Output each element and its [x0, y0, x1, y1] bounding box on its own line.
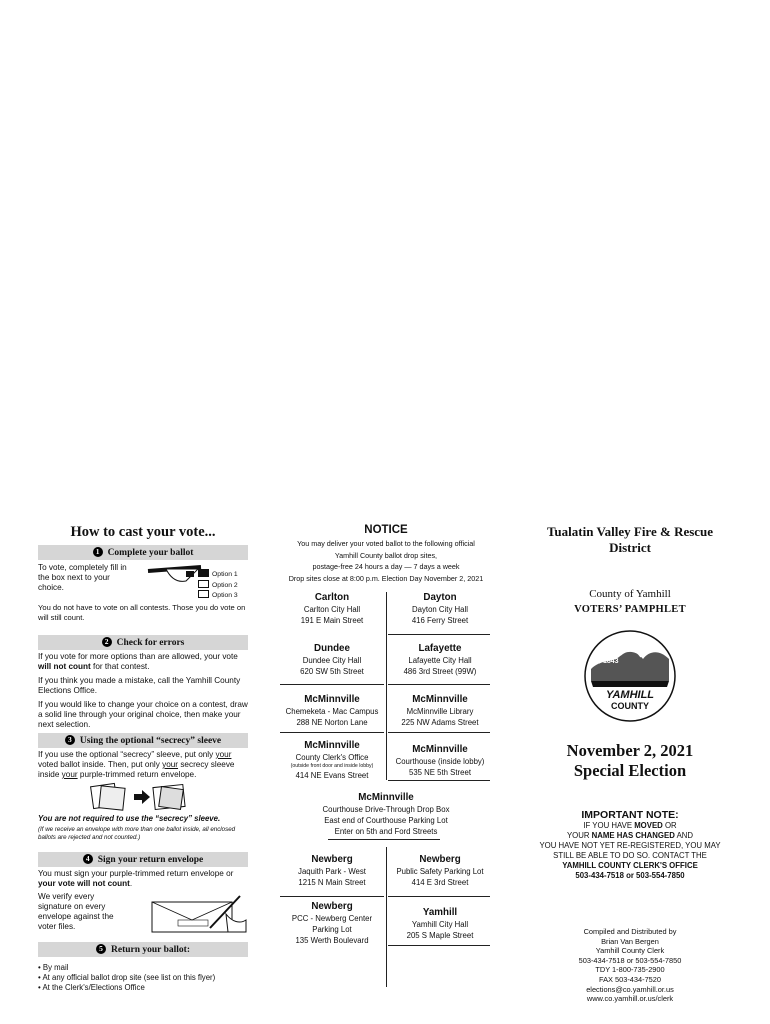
important-note-line: STILL BE ABLE TO DO SO. CONTACT THE: [553, 851, 707, 860]
clerk-office-phone: 503-434-7518 or 503-554-7850: [575, 871, 685, 880]
election-date: November 2, 2021: [566, 741, 694, 760]
step2-p3: If you would like to change your choice on a contest, draw a solid line through your original choice, then make your next selection.: [38, 700, 248, 729]
step1-text: To vote, completely fill in the box next to your choice.: [38, 563, 127, 592]
step4-p2: We verify every signature on every envelope against the voter files.: [38, 892, 114, 931]
step3-header: [38, 733, 248, 748]
step4-body: [38, 892, 248, 942]
step3-title: Using the optional “secrecy” sleeve: [79, 736, 222, 746]
step4-header: [38, 852, 248, 867]
grid-divider: [388, 732, 490, 733]
drop-site-courthouse-lobby: McMinnville Courthouse (inside lobby) 535 NE 5th Street: [395, 744, 485, 777]
district-title: Tualatin Valley Fire & Rescue: [546, 524, 714, 539]
step1-number: 1: [93, 547, 103, 557]
grid-divider: [388, 684, 490, 685]
grid-divider: [386, 847, 387, 987]
clerk-website-link[interactable]: www.co.yamhill.or.us/clerk: [586, 994, 674, 1004]
compiled-by-block: [525, 927, 735, 1004]
drop-site-public-safety: Newberg Public Safety Parking Lot 414 E 3rd Street: [396, 854, 484, 887]
compiled-line: Brian Van Bergen: [601, 936, 659, 946]
grid-divider: [388, 634, 490, 635]
drop-site-chemeketa: McMinnville Chemeketa - Mac Campus 288 NE Norton Lane: [285, 694, 379, 727]
secrecy-sleeve-illustration: [90, 782, 190, 812]
how-to-vote-title: How to cast your vote...: [70, 524, 216, 540]
step1-title: Complete your ballot: [107, 548, 194, 558]
grid-divider: [280, 684, 384, 685]
drop-site-yamhill: Yamhill Yamhill City Hall 205 S Maple Street: [406, 907, 474, 940]
election-type: Special Election: [573, 761, 687, 780]
step4-number: 4: [83, 854, 93, 864]
grid-divider: [280, 732, 384, 733]
drop-site-jaquith-park: Newberg Jaquith Park - West 1215 N Main Street: [298, 854, 366, 887]
empty-checkbox: [198, 590, 209, 598]
drop-sites-panel: [280, 524, 492, 992]
notice-line: Drop sites close at 8:00 p.m. Election Day November 2, 2021: [288, 573, 484, 583]
step1-header: [38, 545, 248, 560]
step2-title: Check for errors: [116, 638, 185, 648]
grid-divider: [280, 896, 384, 897]
step4-p1: You must sign your purple-trimmed return envelope or your vote will not count.: [38, 869, 234, 888]
seal-year: 1843: [603, 658, 619, 665]
option-list: [198, 569, 238, 601]
grid-divider: [388, 945, 490, 946]
seal-word-yamhill: YAMHILL: [605, 689, 655, 701]
compiled-line: 503-434-7518 or 503-554-7850: [578, 955, 682, 965]
district-title-line2: District: [609, 540, 651, 555]
important-note-line: IF YOU HAVE MOVED OR: [583, 821, 677, 830]
step5-header: [38, 942, 248, 957]
sleeve-not-required: You are not required to use the “secrecy” sleeve.: [38, 814, 221, 823]
grid-divider: [388, 780, 490, 781]
notice-line: You may deliver your voted ballot to the following official: [297, 539, 475, 548]
compiled-line: Compiled and Distributed by: [583, 927, 677, 936]
step1-body: [38, 563, 248, 603]
drop-site-pcc-newberg: Newberg PCC - Newberg Center Parking Lot 135 Werth Boulevard: [291, 901, 373, 945]
signing-envelope-illustration: [148, 892, 248, 938]
yamhill-county-seal-logo: [583, 629, 677, 723]
grid-divider: [386, 592, 387, 780]
empty-checkbox: [198, 580, 209, 588]
how-to-vote-panel: [38, 524, 248, 993]
drop-site-clerks-office: McMinnville County Clerk's Office (outside front door and inside lobby) 414 NE Evans Street: [290, 740, 374, 780]
step2-p1: If you vote for more options than are allowed, your vote will not count for that contest.: [38, 652, 238, 671]
step4-title: Sign your return envelope: [97, 855, 204, 865]
notice-title: NOTICE: [364, 524, 408, 536]
drop-site-dayton: Dayton Dayton City Hall 416 Ferry Street: [411, 592, 469, 625]
return-method-item: • By mail: [38, 963, 69, 972]
drop-site-grid: [280, 592, 492, 992]
grid-divider: [328, 839, 440, 840]
elections-email-link[interactable]: elections@co.yamhill.or.us: [586, 984, 674, 994]
step5-title: Return your ballot:: [111, 945, 190, 955]
seal-word-county: COUNTY: [611, 701, 649, 711]
return-methods-list: [38, 963, 248, 993]
return-method-item: • At the Clerk's/Elections Office: [38, 983, 145, 992]
step3-number: 3: [65, 735, 75, 745]
grid-divider: [388, 896, 490, 897]
step2-p2: If you think you made a mistake, call the Yamhill County Elections Office.: [38, 676, 241, 695]
drop-site-dundee: Dundee Dundee City Hall 620 SW 5th Street: [300, 643, 364, 676]
clerk-office-label: YAMHILL COUNTY CLERK'S OFFICE: [562, 861, 698, 870]
notice-line: postage-free 24 hours a day — 7 days a week: [312, 562, 460, 571]
drop-site-drive-through: McMinnville Courthouse Drive-Through Drop Box East end of Courthouse Parking Lot Enter on 5th and Ford Streets: [322, 792, 450, 836]
county-name: County of Yamhill: [589, 588, 671, 600]
pamphlet-title: VOTERS’ PAMPHLET: [574, 604, 686, 615]
important-note-line: YOUR NAME HAS CHANGED AND: [566, 831, 694, 840]
important-note-title: IMPORTANT NOTE:: [581, 809, 679, 821]
drop-site-library: McMinnville McMinnville Library 225 NW Adams Street: [401, 694, 479, 727]
step3-text: If you use the optional “secrecy” sleeve, put only your voted ballot inside. Then, put only your secrecy sleeve inside your purple-trimmed return envelope.: [38, 750, 235, 779]
step5-number: 5: [96, 944, 106, 954]
sleeve-fine-print: (If we receive an envelope with more than one ballot inside, all enclosed ballots are rejected and not counted.): [38, 826, 236, 841]
drop-site-lafayette: Lafayette Lafayette City Hall 486 3rd Street (99W): [403, 643, 477, 676]
important-note-line: YOU HAVE NOT YET RE-REGISTERED, YOU MAY: [539, 841, 721, 850]
compiled-line: Yamhill County Clerk: [595, 946, 665, 956]
drop-site-carlton: Carlton Carlton City Hall 191 E Main Street: [300, 592, 364, 625]
option-3: Option 3: [198, 590, 238, 601]
return-method-item: • At any official ballot drop site (see list on this flyer): [38, 973, 216, 982]
step1-note: You do not have to vote on all contests. Those you do vote on will still count.: [38, 603, 246, 622]
compiled-line: FAX 503-434-7520: [598, 974, 662, 984]
step2-header: [38, 635, 248, 650]
option-2: Option 2: [198, 580, 238, 591]
cover-panel: [525, 524, 735, 1004]
filled-checkbox: [198, 569, 209, 577]
compiled-line: TDY 1-800-735-2900: [595, 965, 665, 975]
step2-number: 2: [102, 637, 112, 647]
option-1: Option 1: [198, 569, 238, 580]
notice-line: Yamhill County ballot drop sites,: [334, 550, 438, 560]
